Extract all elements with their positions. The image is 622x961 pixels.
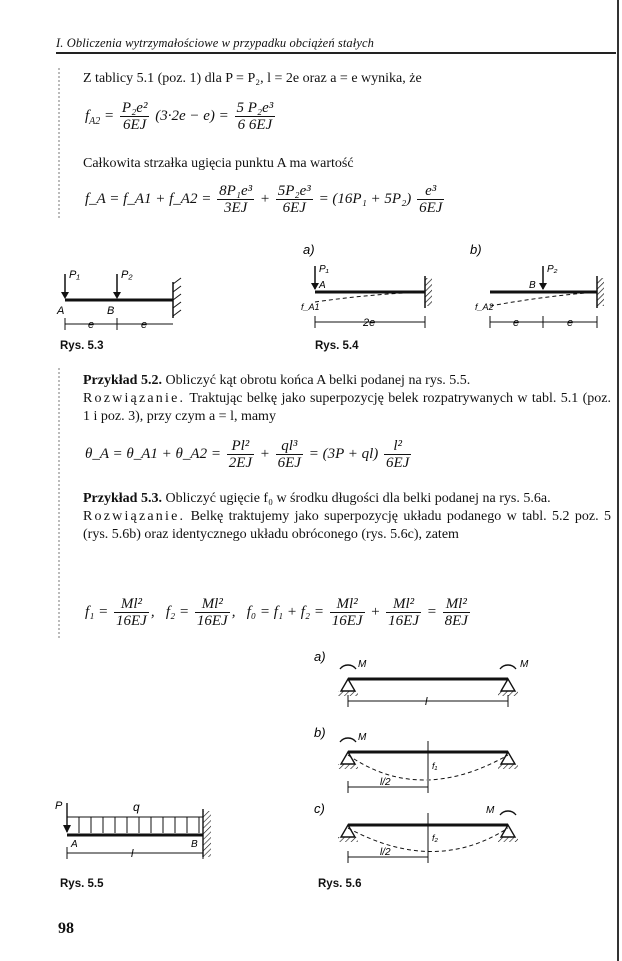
equation-f0: f₁ = $\frac{\text{Ml²}}{16EJ}$ , f₂ = $\frac{\text{Ml²}}{16EJ}$ , f₀ = f₁ + f₂ = $\frac{\text{Ml²}}{16EJ}$ + $\frac{\text{Ml²}}{16EJ}$ = $\frac{\text{Ml²}}{8EJ}$ (85, 596, 468, 629)
eq3-frac3-num: l² (384, 438, 411, 455)
fig53-label-e1: e (88, 319, 95, 331)
fig56-label-a: a) (314, 649, 326, 664)
eq4-c1-den: 16EJ (331, 613, 363, 629)
fig54-caption: Rys. 5.4 (315, 340, 359, 352)
figure-5-3 (55, 262, 190, 337)
fig54-label-pb: B (529, 280, 536, 291)
figure-5-6 (310, 645, 550, 865)
example52-text: Obliczyć kąt obrotu końca A belki podanej na rys. 5.5. (161, 373, 471, 388)
example-5-2 (83, 372, 611, 426)
eq4-c2-den: 16EJ (388, 613, 419, 629)
fig53-caption: Rys. 5.3 (60, 340, 104, 352)
fig55-label-q: q (133, 800, 140, 814)
eq4-c1-num: Ml² (330, 596, 365, 613)
eq1-frac1-num: P₂e² (121, 100, 148, 116)
example52-solution-text: Traktując belkę jako superpozycję belek rozpatrywanych w tabl. 5.1 (poz. 1 i poz. 3), przy czym a = l, mamy (83, 391, 611, 424)
fig54-label-p2: P₂ (547, 264, 558, 275)
running-header: I. Obliczenia wytrzymałościowe w przypadku obciążeń stałych (56, 36, 375, 50)
page-edge-line (617, 0, 619, 961)
fig56-label-f2: f₂ (432, 833, 438, 843)
example53-title: Przykład 5.3. (83, 491, 162, 506)
fig54-label-a: a) (303, 242, 315, 257)
example53-solution-label: Rozwiązanie. (83, 509, 186, 524)
eq1-paren: (3·2e − e) (155, 107, 215, 124)
page-number: 98 (58, 920, 74, 937)
fig54-label-fa1: f_A1 (301, 302, 320, 312)
fig56-label-l2-c: l/2 (380, 847, 391, 858)
fig53-label-p2: P₂ (121, 269, 133, 281)
eq3-frac1-num: Pl² (227, 438, 254, 455)
eq2-frac2-num: 5P₂e³ (277, 183, 311, 199)
fig56-m-b: M (358, 732, 367, 743)
eq2-frac2-den: 6EJ (282, 200, 306, 216)
eq4-a-den: 16EJ (116, 613, 147, 629)
eq2-lhs: f_A = f_A1 + f_A2 = (85, 190, 212, 207)
example52-title: Przykład 5.2. (83, 373, 162, 388)
eq4-c3-den: 8EJ (444, 613, 468, 629)
example53-solution-text: Belkę traktujemy jako superpozycję układu podanego w tabl. 5.2 poz. 5 (rys. 5.6b) oraz identycznego układu obróconego (rys. 5.6c), zatem (83, 509, 611, 542)
figure-5-5 (55, 795, 220, 870)
fig54-label-pa: A (319, 280, 326, 291)
fig53-label-a: A (57, 305, 65, 317)
fig54-label-2e: 2e (363, 317, 376, 329)
eq4-c2-num: Ml² (386, 596, 421, 613)
fig54-label-e1: e (513, 317, 520, 329)
fig54-label-p1: P₁ (319, 264, 329, 275)
fig55-caption: Rys. 5.5 (60, 878, 104, 890)
eq1-frac2-num: 5 P₂e³ (236, 100, 274, 116)
fig55-label-l: l (131, 848, 134, 860)
example-5-3 (83, 490, 611, 544)
fig54-label-fa2: f_A2 (475, 302, 494, 312)
fig56-label-b: b) (314, 725, 326, 740)
example52-solution-label: Rozwiązanie. (83, 391, 186, 406)
fig55-label-p: P (55, 800, 63, 812)
figure-5-4 (295, 240, 615, 340)
intro-line: Z tablicy 5.1 (poz. 1) dla P = P₂, l = 2e oraz a = e wynika, że (83, 71, 422, 86)
fig53-label-b: B (107, 305, 115, 317)
eq4-c3-num: Ml² (443, 596, 470, 613)
eq4-c-lhs: f₀ = f₁ + f₂ = (246, 603, 324, 620)
eq1-frac2-den: 6 6EJ (237, 117, 273, 133)
eq3-paren: = (3P + ql) (308, 445, 379, 462)
equation-fa2: $f_{A2}$ = $\frac{\text{P₂e²}}{6EJ}$ (3·2e − e) = $\frac{\text{5 P₂e³}}{6 6EJ}$ (85, 100, 274, 133)
eq3-frac2-den: 6EJ (277, 455, 301, 471)
eq4-a-num: Ml² (114, 596, 149, 613)
fig56-label-f1: f₁ (432, 761, 438, 771)
margin-dots-top (58, 68, 64, 218)
fig55-label-a: A (71, 839, 78, 850)
eq3-frac2-num: ql³ (276, 438, 303, 455)
example53-text: Obliczyć ugięcie f₀ w środku długości dla belki podanej na rys. 5.6a. (161, 491, 551, 506)
fig53-label-e2: e (141, 319, 148, 331)
eq1-lhs-sub: A2 (89, 115, 101, 127)
equation-fa: f_A = f_A1 + f_A2 = $\frac{\text{8P₁e³}}{3EJ}$ + $\frac{\text{5P₂e³}}{6EJ}$ = (16P₁ + 5P₂) $\frac{\text{e³}}{6EJ}$ (85, 183, 443, 216)
fig54-label-b: b) (470, 242, 482, 257)
fig56-label-l2-b: l/2 (380, 777, 391, 788)
eq3-lhs: θ_A = θ_A1 + θ_A2 = (85, 445, 221, 462)
fig54-label-e2: e (567, 317, 574, 329)
eq3-frac3-den: 6EJ (386, 455, 410, 471)
header-rule (56, 52, 616, 54)
fig56-m-a-left: M (358, 659, 367, 670)
eq2-frac3-den: 6EJ (419, 200, 443, 216)
fig56-m-a-right: M (520, 659, 529, 670)
eq2-frac1-num: 8P₁e³ (219, 183, 253, 199)
eq1-frac1-den: 6EJ (123, 117, 147, 133)
eq2-frac3-num: e³ (417, 183, 444, 200)
fig56-m-c: M (486, 805, 495, 816)
eq4-a-lhs: f₁ = (85, 603, 109, 620)
fig56-label-l: l (425, 696, 428, 708)
eq4-b-lhs: f₂ = (165, 603, 190, 620)
fig56-caption: Rys. 5.6 (318, 878, 362, 890)
eq3-frac1-den: 2EJ (228, 455, 253, 471)
equation-theta: θ_A = θ_A1 + θ_A2 = $\frac{\text{Pl²}}{2EJ}$ + $\frac{\text{ql³}}{6EJ}$ = (3P + ql) $\frac{\text{l²}}{6EJ}$ (85, 438, 410, 471)
eq2-frac1-den: 3EJ (223, 200, 248, 216)
eq4-b-num: Ml² (195, 596, 230, 613)
total-line: Całkowita strzałka ugięcia punktu A ma wartość (83, 156, 354, 171)
fig53-label-p1: P₁ (69, 269, 80, 281)
eq2-paren: = (16P₁ + 5P₂) (318, 190, 412, 207)
fig56-label-c: c) (314, 801, 325, 816)
fig55-label-b: B (191, 839, 198, 850)
eq4-b-den: 16EJ (196, 613, 228, 629)
eq1-lhs: f (85, 107, 90, 124)
margin-dots-middle (58, 368, 64, 638)
